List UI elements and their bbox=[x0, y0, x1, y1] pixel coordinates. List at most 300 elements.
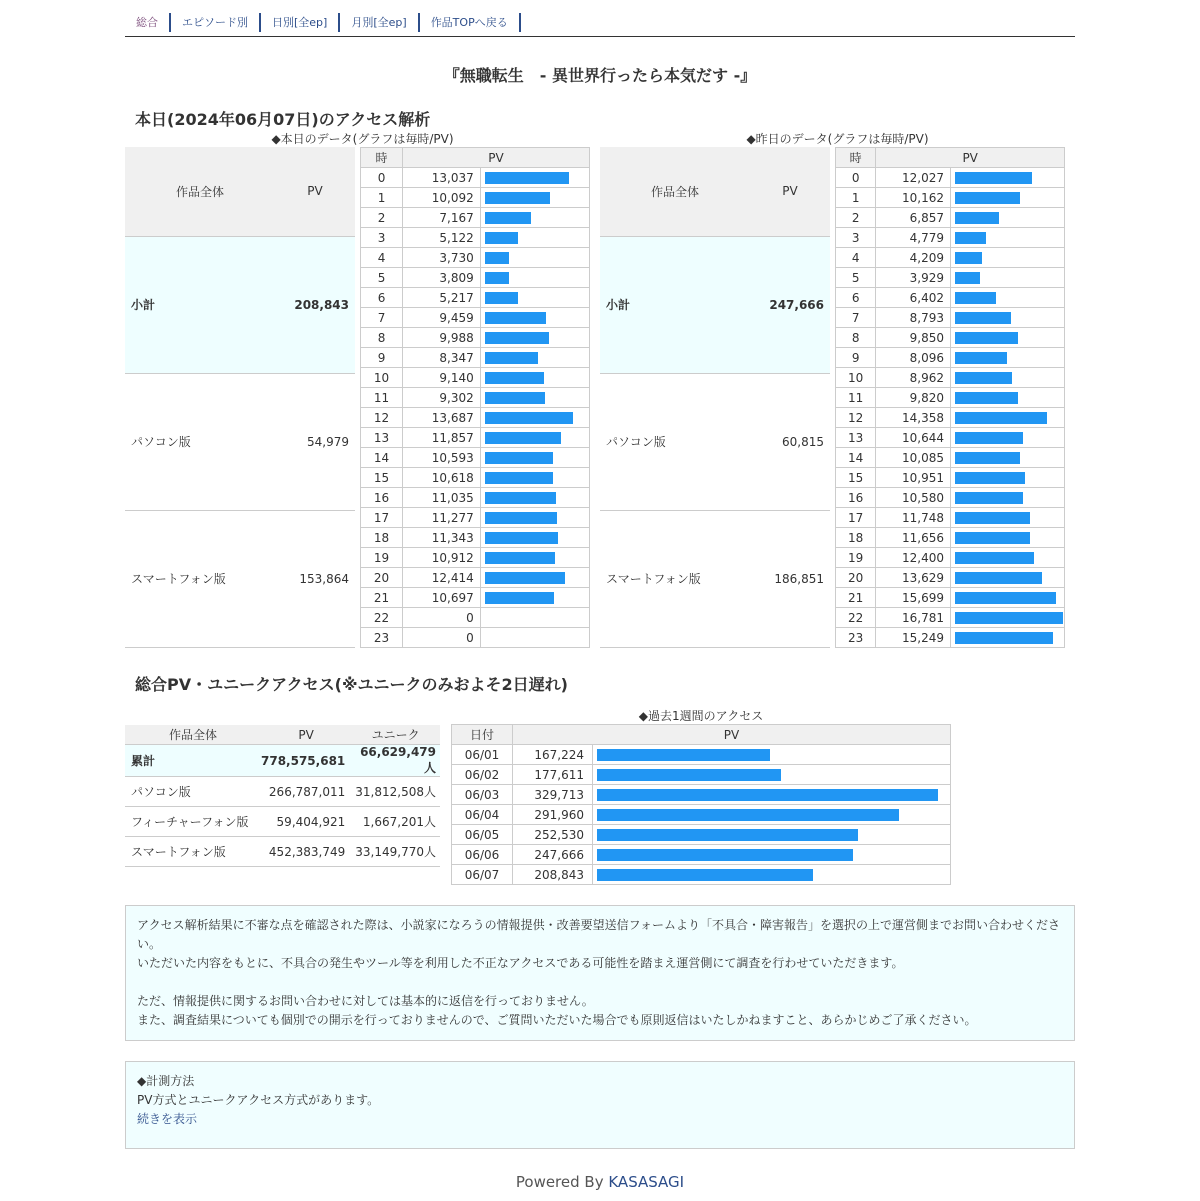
hour-row bbox=[361, 548, 590, 568]
total-pv: 452,383,749 bbox=[261, 837, 351, 867]
hour-cell: 5 bbox=[836, 268, 876, 288]
hour-pv-header: PV bbox=[876, 148, 1065, 168]
summary-value: 208,843 bbox=[275, 236, 355, 373]
hour-bar-cell bbox=[480, 628, 589, 648]
hour-cell: 8 bbox=[361, 328, 403, 348]
hour-cell: 12 bbox=[836, 408, 876, 428]
hour-bar bbox=[485, 292, 518, 304]
total-unique: 33,149,770人 bbox=[351, 837, 440, 867]
summary-label: スマートフォン版 bbox=[600, 510, 750, 647]
hour-bar bbox=[955, 212, 999, 224]
week-date: 06/05 bbox=[452, 825, 513, 845]
work-title: 『無職転生 - 異世界行ったら本気だす -』 bbox=[443, 66, 757, 85]
total-header-pv: PV bbox=[261, 725, 351, 745]
summary-label: パソコン版 bbox=[600, 373, 750, 510]
hour-pv-cell: 10,951 bbox=[876, 468, 951, 488]
hour-bar-cell bbox=[950, 328, 1064, 348]
hour-cell: 21 bbox=[836, 588, 876, 608]
hour-bar bbox=[485, 412, 573, 424]
today-block bbox=[125, 132, 600, 648]
hour-bar-cell bbox=[480, 588, 589, 608]
today-tables bbox=[125, 147, 600, 648]
summary-header-work: 作品全体 bbox=[600, 147, 750, 236]
week-row bbox=[452, 765, 951, 785]
hour-cell: 6 bbox=[836, 288, 876, 308]
hour-pv-cell: 5,217 bbox=[403, 288, 481, 308]
hour-bar bbox=[485, 332, 549, 344]
show-more-link[interactable]: 続きを表示 bbox=[137, 1112, 198, 1126]
hour-bar bbox=[955, 172, 1032, 184]
hour-bar-cell bbox=[480, 408, 589, 428]
hour-bar-cell bbox=[480, 368, 589, 388]
hour-cell: 22 bbox=[361, 608, 403, 628]
hour-pv-cell: 10,644 bbox=[876, 428, 951, 448]
hour-pv-cell: 11,343 bbox=[403, 528, 481, 548]
hour-pv-cell: 13,629 bbox=[876, 568, 951, 588]
total-heading: 総合PV・ユニークアクセス(※ユニークのみおよそ2日遅れ) bbox=[135, 675, 568, 694]
hour-cell: 4 bbox=[836, 248, 876, 268]
hour-bar-cell bbox=[480, 428, 589, 448]
summary-value: 54,979 bbox=[275, 373, 355, 510]
nav-total[interactable]: 総合 bbox=[125, 13, 171, 32]
hour-bar bbox=[485, 592, 554, 604]
hour-pv-cell: 9,302 bbox=[403, 388, 481, 408]
week-bar-cell bbox=[593, 825, 951, 845]
week-date: 06/03 bbox=[452, 785, 513, 805]
hour-bar-cell bbox=[480, 168, 589, 188]
hour-pv-cell: 15,249 bbox=[876, 628, 951, 648]
hour-bar-cell bbox=[480, 228, 589, 248]
hour-row bbox=[836, 488, 1065, 508]
hour-bar bbox=[485, 532, 558, 544]
hour-cell: 5 bbox=[361, 268, 403, 288]
hour-bar-cell bbox=[480, 488, 589, 508]
hour-cell: 11 bbox=[836, 388, 876, 408]
week-bar bbox=[597, 789, 938, 801]
week-pv: 252,530 bbox=[513, 825, 593, 845]
hour-bar bbox=[485, 352, 538, 364]
hour-bar bbox=[485, 312, 546, 324]
hour-row bbox=[836, 208, 1065, 228]
hour-cell: 23 bbox=[836, 628, 876, 648]
hour-bar-cell bbox=[950, 628, 1064, 648]
summary-row bbox=[125, 510, 355, 647]
hour-bar-cell bbox=[950, 428, 1064, 448]
yesterday-tables bbox=[600, 147, 1075, 648]
hour-header: 時 bbox=[361, 148, 403, 168]
hour-row bbox=[836, 468, 1065, 488]
hour-pv-cell: 11,035 bbox=[403, 488, 481, 508]
hour-pv-cell: 3,809 bbox=[403, 268, 481, 288]
hour-cell: 7 bbox=[836, 308, 876, 328]
hour-pv-cell: 6,857 bbox=[876, 208, 951, 228]
hour-pv-cell: 16,781 bbox=[876, 608, 951, 628]
hour-row bbox=[836, 548, 1065, 568]
week-pv: 329,713 bbox=[513, 785, 593, 805]
hour-bar-cell bbox=[480, 388, 589, 408]
week-bar-cell bbox=[593, 745, 951, 765]
summary-label: パソコン版 bbox=[125, 373, 275, 510]
hour-bar bbox=[485, 452, 553, 464]
hour-pv-cell: 13,037 bbox=[403, 168, 481, 188]
nav-daily[interactable]: 日別[全ep] bbox=[261, 13, 340, 32]
hour-pv-cell: 8,793 bbox=[876, 308, 951, 328]
hour-pv-cell: 12,414 bbox=[403, 568, 481, 588]
summary-value: 60,815 bbox=[750, 373, 830, 510]
week-pv: 167,224 bbox=[513, 745, 593, 765]
summary-value: 247,666 bbox=[750, 236, 830, 373]
hour-row bbox=[836, 528, 1065, 548]
hour-pv-cell: 11,748 bbox=[876, 508, 951, 528]
hour-bar-cell bbox=[950, 408, 1064, 428]
hour-pv-cell: 7,167 bbox=[403, 208, 481, 228]
yesterday-block bbox=[600, 132, 1075, 648]
hour-pv-cell: 13,687 bbox=[403, 408, 481, 428]
hour-bar-cell bbox=[480, 288, 589, 308]
hour-pv-cell: 12,027 bbox=[876, 168, 951, 188]
hour-row bbox=[836, 508, 1065, 528]
hour-bar-cell bbox=[480, 308, 589, 328]
hour-bar bbox=[955, 532, 1030, 544]
hour-row bbox=[361, 448, 590, 468]
hour-bar bbox=[955, 412, 1047, 424]
hour-bar-cell bbox=[950, 268, 1064, 288]
hour-cell: 10 bbox=[361, 368, 403, 388]
hour-pv-cell: 4,209 bbox=[876, 248, 951, 268]
today-section bbox=[125, 107, 1075, 648]
hour-bar bbox=[955, 252, 982, 264]
hour-bar-cell bbox=[480, 548, 589, 568]
hour-bar-cell bbox=[950, 188, 1064, 208]
total-unique: 31,812,508人 bbox=[351, 777, 440, 807]
hour-pv-cell: 8,962 bbox=[876, 368, 951, 388]
hour-row bbox=[836, 248, 1065, 268]
hour-cell: 17 bbox=[361, 508, 403, 528]
hour-bar-cell bbox=[480, 348, 589, 368]
hour-cell: 9 bbox=[361, 348, 403, 368]
hour-row bbox=[836, 288, 1065, 308]
hour-row bbox=[361, 488, 590, 508]
hour-pv-cell: 3,929 bbox=[876, 268, 951, 288]
hour-pv-cell: 11,277 bbox=[403, 508, 481, 528]
hour-row bbox=[361, 248, 590, 268]
hour-bar-cell bbox=[950, 568, 1064, 588]
hour-cell: 23 bbox=[361, 628, 403, 648]
total-label: 累計 bbox=[125, 745, 261, 777]
week-block bbox=[451, 709, 951, 885]
hour-row bbox=[361, 308, 590, 328]
total-unique: 66,629,479人 bbox=[351, 745, 440, 777]
week-bar bbox=[597, 829, 858, 841]
hour-row bbox=[836, 408, 1065, 428]
today-caption: ◆本日のデータ(グラフは毎時/PV) bbox=[271, 132, 454, 146]
method-title: ◆計測方法 bbox=[137, 1074, 195, 1088]
hour-pv-cell: 9,140 bbox=[403, 368, 481, 388]
hour-bar bbox=[955, 572, 1042, 584]
hour-pv-cell: 8,347 bbox=[403, 348, 481, 368]
hour-bar bbox=[955, 432, 1023, 444]
hour-bar bbox=[485, 432, 561, 444]
hour-bar-cell bbox=[480, 328, 589, 348]
yesterday-caption: ◆昨日のデータ(グラフは毎時/PV) bbox=[746, 132, 929, 146]
hour-cell: 3 bbox=[361, 228, 403, 248]
hour-pv-cell: 10,593 bbox=[403, 448, 481, 468]
footer-prefix: Powered By bbox=[515, 1173, 609, 1191]
hour-bar-cell bbox=[950, 548, 1064, 568]
hour-row bbox=[836, 568, 1065, 588]
total-label: パソコン版 bbox=[125, 777, 261, 807]
hour-cell: 7 bbox=[361, 308, 403, 328]
hour-header: 時 bbox=[836, 148, 876, 168]
hour-row bbox=[836, 388, 1065, 408]
hour-row bbox=[836, 348, 1065, 368]
hour-bar bbox=[955, 472, 1025, 484]
week-date: 06/01 bbox=[452, 745, 513, 765]
summary-row bbox=[600, 510, 830, 647]
hour-row bbox=[836, 188, 1065, 208]
hour-row bbox=[361, 228, 590, 248]
hour-bar bbox=[485, 472, 553, 484]
hour-cell: 14 bbox=[836, 448, 876, 468]
hour-row bbox=[361, 268, 590, 288]
week-pv: 208,843 bbox=[513, 865, 593, 885]
total-row bbox=[125, 837, 440, 867]
hour-cell: 13 bbox=[361, 428, 403, 448]
hour-row bbox=[361, 208, 590, 228]
notice-box bbox=[125, 905, 1075, 1041]
hour-pv-cell: 9,459 bbox=[403, 308, 481, 328]
hour-pv-cell: 0 bbox=[403, 608, 481, 628]
hour-bar bbox=[955, 392, 1018, 404]
hour-row bbox=[836, 428, 1065, 448]
hour-pv-cell: 11,857 bbox=[403, 428, 481, 448]
hour-row bbox=[361, 408, 590, 428]
week-row bbox=[452, 785, 951, 805]
week-bar bbox=[597, 849, 853, 861]
hour-row bbox=[361, 608, 590, 628]
notice-line: アクセス解析結果に不審な点を確認された際は、小説家になろうの情報提供・改善要望送信フォームより「不具合・障害報告」を選択の上で運営側までお問い合わせください。 bbox=[137, 918, 1061, 951]
hour-bar-cell bbox=[480, 208, 589, 228]
hour-row bbox=[361, 288, 590, 308]
hour-bar-cell bbox=[950, 448, 1064, 468]
total-pv: 778,575,681 bbox=[261, 745, 351, 777]
hour-pv-cell: 14,358 bbox=[876, 408, 951, 428]
hour-row bbox=[836, 308, 1065, 328]
hour-row bbox=[836, 228, 1065, 248]
hour-pv-cell: 11,656 bbox=[876, 528, 951, 548]
hour-row bbox=[836, 328, 1065, 348]
hour-bar-cell bbox=[480, 508, 589, 528]
week-bar-cell bbox=[593, 765, 951, 785]
kasasagi-link[interactable]: KASASAGI bbox=[608, 1173, 685, 1191]
method-box bbox=[125, 1061, 1075, 1149]
hour-row bbox=[361, 528, 590, 548]
week-date: 06/06 bbox=[452, 845, 513, 865]
summary-header-pv: PV bbox=[750, 147, 830, 236]
hour-cell: 2 bbox=[836, 208, 876, 228]
notice-line: いただいた内容をもとに、不具合の発生やツール等を利用した不正なアクセスである可能性を踏まえ運営側にて調査を行わせていただきます。 bbox=[137, 956, 904, 970]
hour-bar bbox=[955, 352, 1007, 364]
hour-row bbox=[836, 448, 1065, 468]
hour-cell: 0 bbox=[361, 168, 403, 188]
total-pv: 59,404,921 bbox=[261, 807, 351, 837]
hour-bar-cell bbox=[950, 248, 1064, 268]
today-hourly-table bbox=[360, 147, 590, 648]
hour-cell: 15 bbox=[836, 468, 876, 488]
hour-bar-cell bbox=[480, 448, 589, 468]
hour-bar-cell bbox=[480, 568, 589, 588]
yesterday-hourly-table bbox=[835, 147, 1065, 648]
notice-line: ただ、情報提供に関するお問い合わせに対しては基本的に返信を行っておりません。 bbox=[137, 994, 594, 1008]
hour-bar-cell bbox=[950, 208, 1064, 228]
hour-cell: 8 bbox=[836, 328, 876, 348]
hour-cell: 9 bbox=[836, 348, 876, 368]
hour-cell: 20 bbox=[836, 568, 876, 588]
hour-cell: 20 bbox=[361, 568, 403, 588]
hour-bar bbox=[485, 552, 555, 564]
total-section bbox=[125, 672, 1075, 885]
hour-cell: 14 bbox=[361, 448, 403, 468]
daily-tables-row bbox=[125, 132, 1075, 648]
hour-row bbox=[361, 628, 590, 648]
hour-cell: 1 bbox=[836, 188, 876, 208]
hour-pv-cell: 0 bbox=[403, 628, 481, 648]
hour-cell: 12 bbox=[361, 408, 403, 428]
hour-cell: 3 bbox=[836, 228, 876, 248]
hour-bar-cell bbox=[480, 248, 589, 268]
week-bar bbox=[597, 749, 770, 761]
week-bar-cell bbox=[593, 785, 951, 805]
hour-pv-cell: 10,085 bbox=[876, 448, 951, 468]
summary-value: 153,864 bbox=[275, 510, 355, 647]
today-heading: 本日(2024年06月07日)のアクセス解析 bbox=[135, 110, 431, 129]
hour-cell: 16 bbox=[361, 488, 403, 508]
hour-cell: 22 bbox=[836, 608, 876, 628]
hour-pv-cell: 10,162 bbox=[876, 188, 951, 208]
hour-bar-cell bbox=[950, 608, 1064, 628]
total-label: スマートフォン版 bbox=[125, 837, 261, 867]
week-bar-cell bbox=[593, 845, 951, 865]
summary-label: スマートフォン版 bbox=[125, 510, 275, 647]
hour-pv-cell: 8,096 bbox=[876, 348, 951, 368]
hour-bar-cell bbox=[950, 588, 1064, 608]
hour-cell: 19 bbox=[361, 548, 403, 568]
hour-bar bbox=[955, 292, 996, 304]
hour-bar bbox=[485, 512, 557, 524]
hour-row bbox=[361, 428, 590, 448]
hour-bar bbox=[955, 512, 1030, 524]
top-nav bbox=[125, 10, 1075, 37]
total-row bbox=[125, 807, 440, 837]
week-date: 06/02 bbox=[452, 765, 513, 785]
week-pv: 291,960 bbox=[513, 805, 593, 825]
hour-pv-header: PV bbox=[403, 148, 590, 168]
week-header-date: 日付 bbox=[452, 725, 513, 745]
hour-row bbox=[361, 348, 590, 368]
week-pv: 247,666 bbox=[513, 845, 593, 865]
nav-work-top[interactable]: 作品TOPへ戻る bbox=[420, 13, 521, 32]
hour-bar bbox=[485, 192, 550, 204]
hour-bar bbox=[955, 612, 1063, 624]
hour-bar bbox=[955, 332, 1018, 344]
hour-bar bbox=[955, 312, 1011, 324]
week-bar bbox=[597, 869, 813, 881]
nav-episode[interactable]: エピソード別 bbox=[171, 13, 261, 32]
hour-cell: 19 bbox=[836, 548, 876, 568]
hour-cell: 6 bbox=[361, 288, 403, 308]
hour-pv-cell: 10,618 bbox=[403, 468, 481, 488]
hour-pv-cell: 10,580 bbox=[876, 488, 951, 508]
hour-bar bbox=[955, 372, 1012, 384]
hour-pv-cell: 5,122 bbox=[403, 228, 481, 248]
total-header-unique: ユニーク bbox=[351, 725, 440, 745]
hour-row bbox=[836, 268, 1065, 288]
week-bar bbox=[597, 809, 899, 821]
hour-bar bbox=[485, 212, 531, 224]
hour-pv-cell: 10,092 bbox=[403, 188, 481, 208]
summary-row bbox=[600, 373, 830, 510]
hour-bar-cell bbox=[950, 388, 1064, 408]
hour-row bbox=[361, 508, 590, 528]
hour-bar bbox=[955, 272, 980, 284]
hour-cell: 16 bbox=[836, 488, 876, 508]
hour-bar bbox=[485, 232, 518, 244]
hour-row bbox=[836, 628, 1065, 648]
hour-bar-cell bbox=[950, 288, 1064, 308]
hour-pv-cell: 12,400 bbox=[876, 548, 951, 568]
hour-row bbox=[361, 468, 590, 488]
hour-bar-cell bbox=[480, 468, 589, 488]
hour-pv-cell: 9,988 bbox=[403, 328, 481, 348]
total-label: フィーチャーフォン版 bbox=[125, 807, 261, 837]
hour-pv-cell: 3,730 bbox=[403, 248, 481, 268]
hour-bar-cell bbox=[950, 468, 1064, 488]
total-header-work: 作品全体 bbox=[125, 725, 261, 745]
total-pv: 266,787,011 bbox=[261, 777, 351, 807]
summary-row bbox=[125, 236, 355, 373]
hour-bar-cell bbox=[950, 368, 1064, 388]
hour-cell: 15 bbox=[361, 468, 403, 488]
week-row bbox=[452, 825, 951, 845]
week-caption: ◆過去1週間のアクセス bbox=[638, 709, 764, 723]
hour-cell: 17 bbox=[836, 508, 876, 528]
hour-bar bbox=[485, 392, 545, 404]
hour-cell: 21 bbox=[361, 588, 403, 608]
week-header-pv: PV bbox=[513, 725, 951, 745]
notice-line: また、調査結果についても個別での開示を行っておりませんので、ご質問いただいた場合でも原則返信はいたしかねますこと、あらかじめご了承ください。 bbox=[137, 1013, 977, 1027]
hour-pv-cell: 10,912 bbox=[403, 548, 481, 568]
hour-pv-cell: 6,402 bbox=[876, 288, 951, 308]
total-summary-table bbox=[125, 725, 440, 867]
hour-bar-cell bbox=[480, 268, 589, 288]
nav-monthly[interactable]: 月別[全ep] bbox=[340, 13, 419, 32]
hour-cell: 2 bbox=[361, 208, 403, 228]
page bbox=[125, 0, 1075, 1191]
hour-bar-cell bbox=[950, 488, 1064, 508]
hour-cell: 10 bbox=[836, 368, 876, 388]
hour-row bbox=[361, 328, 590, 348]
hour-cell: 11 bbox=[361, 388, 403, 408]
week-date: 06/07 bbox=[452, 865, 513, 885]
week-pv: 177,611 bbox=[513, 765, 593, 785]
hour-bar bbox=[485, 492, 556, 504]
total-row bbox=[125, 745, 440, 777]
total-row bbox=[125, 777, 440, 807]
hour-cell: 18 bbox=[836, 528, 876, 548]
hour-bar-cell bbox=[480, 528, 589, 548]
hour-row bbox=[361, 168, 590, 188]
hour-row bbox=[361, 568, 590, 588]
